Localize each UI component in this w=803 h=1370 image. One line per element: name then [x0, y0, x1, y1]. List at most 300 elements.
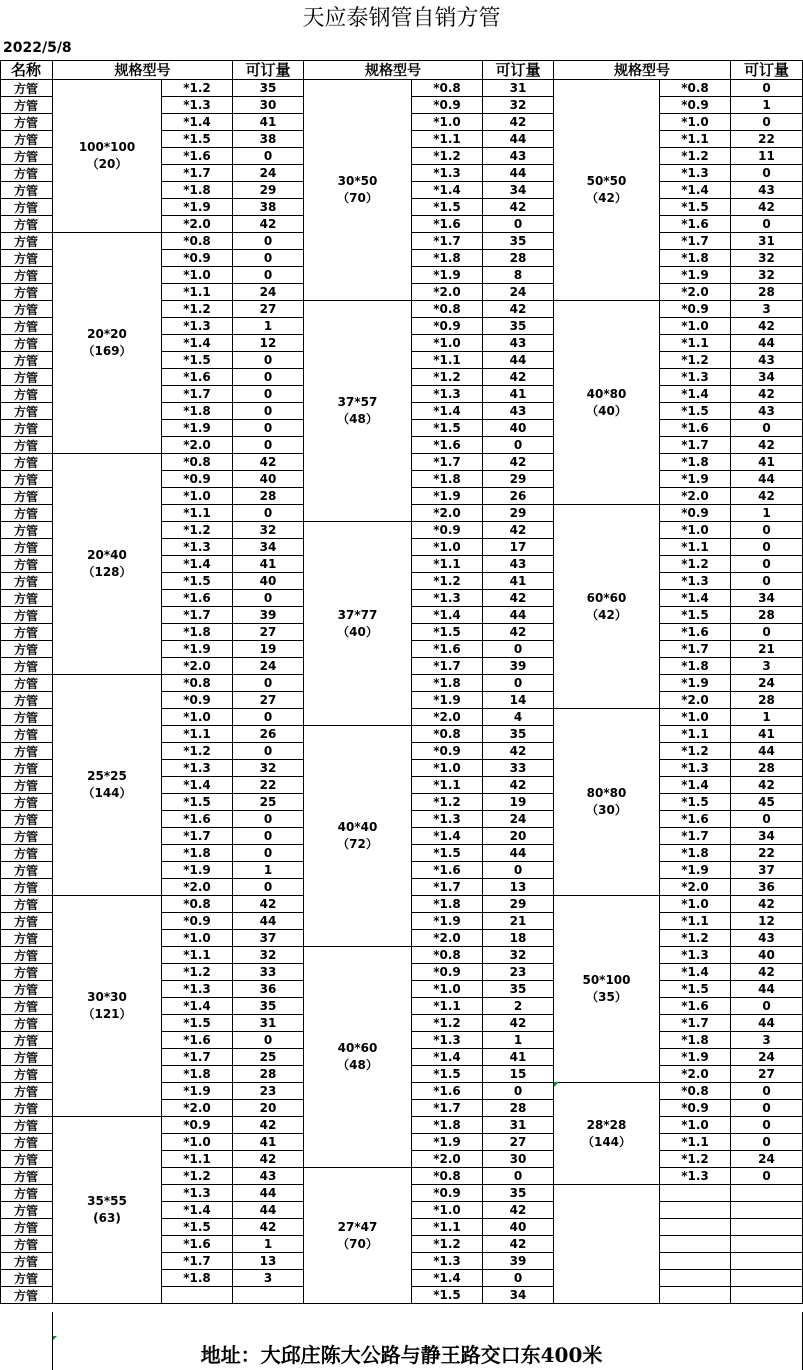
thickness-cell: *1.5 [412, 199, 483, 216]
qty-cell: 39 [483, 658, 554, 675]
qty-cell: 42 [483, 369, 554, 386]
thickness-cell: *1.0 [660, 318, 731, 335]
row-name: 方管 [0, 573, 53, 590]
thickness-cell: *1.1 [412, 1219, 483, 1236]
thickness-cell: *1.5 [660, 199, 731, 216]
row-name: 方管 [0, 1151, 53, 1168]
thickness-cell: *1.8 [162, 182, 233, 199]
qty-cell: 29 [483, 896, 554, 913]
thickness-cell: *1.9 [660, 675, 731, 692]
spec-size: 50*50 [586, 174, 627, 188]
qty-cell: 2 [483, 998, 554, 1015]
qty-cell: 43 [483, 335, 554, 352]
thickness-cell: *1.6 [412, 216, 483, 233]
thickness-cell: *1.1 [660, 726, 731, 743]
thickness-cell: *1.1 [412, 998, 483, 1015]
qty-cell: 25 [233, 1049, 304, 1066]
qty-cell: 41 [233, 114, 304, 131]
thickness-cell: *1.7 [162, 165, 233, 182]
qty-cell [731, 1236, 803, 1253]
qty-cell [731, 1287, 803, 1304]
thickness-cell: *1.0 [660, 1117, 731, 1134]
qty-cell: 21 [731, 641, 803, 658]
row-name: 方管 [0, 267, 53, 284]
spec-count: （30） [586, 803, 627, 817]
thickness-cell: *1.4 [412, 607, 483, 624]
thickness-cell: *1.1 [660, 1134, 731, 1151]
row-name: 方管 [0, 301, 53, 318]
thickness-cell: *1.5 [162, 131, 233, 148]
thickness-cell [162, 1287, 233, 1304]
qty-cell: 33 [483, 760, 554, 777]
qty-cell: 43 [483, 403, 554, 420]
thickness-cell: *1.3 [660, 947, 731, 964]
qty-cell: 4 [483, 709, 554, 726]
row-name: 方管 [0, 1168, 53, 1185]
qty-cell: 28 [731, 284, 803, 301]
qty-cell: 43 [731, 352, 803, 369]
thickness-cell: *1.0 [412, 981, 483, 998]
thickness-cell: *0.8 [412, 726, 483, 743]
qty-cell: 0 [483, 675, 554, 692]
qty-cell: 0 [233, 590, 304, 607]
thickness-cell: *1.4 [162, 1202, 233, 1219]
thickness-cell [660, 1236, 731, 1253]
thickness-cell: *1.6 [412, 641, 483, 658]
spec-count: （70） [337, 191, 378, 205]
row-name: 方管 [0, 1219, 53, 1236]
row-name: 方管 [0, 692, 53, 709]
thickness-cell: *1.1 [660, 131, 731, 148]
thickness-cell: *0.8 [162, 454, 233, 471]
thickness-cell: *1.9 [660, 267, 731, 284]
header-spec-2: 规格型号 [304, 60, 483, 80]
qty-cell: 18 [483, 930, 554, 947]
thickness-cell: *1.1 [660, 539, 731, 556]
qty-cell: 42 [483, 590, 554, 607]
qty-cell: 43 [731, 403, 803, 420]
thickness-cell: *1.3 [162, 97, 233, 114]
thickness-cell [660, 1185, 731, 1202]
qty-cell: 44 [483, 165, 554, 182]
row-name: 方管 [0, 522, 53, 539]
spec-size: 100*100 [78, 140, 136, 154]
row-name: 方管 [0, 930, 53, 947]
row-name: 方管 [0, 250, 53, 267]
row-name: 方管 [0, 216, 53, 233]
thickness-cell: *1.7 [162, 1253, 233, 1270]
spec-size: 80*80 [586, 786, 627, 800]
row-name: 方管 [0, 794, 53, 811]
thickness-cell: *1.4 [660, 964, 731, 981]
thickness-cell: *0.9 [162, 1117, 233, 1134]
thickness-cell: *1.0 [162, 488, 233, 505]
row-name: 方管 [0, 318, 53, 335]
thickness-cell: *1.2 [660, 148, 731, 165]
header-spec-1: 规格型号 [53, 60, 233, 80]
thickness-cell: *1.4 [162, 335, 233, 352]
thickness-cell: *1.5 [162, 573, 233, 590]
thickness-cell: *2.0 [162, 1100, 233, 1117]
thickness-cell: *1.5 [412, 1066, 483, 1083]
qty-cell: 33 [233, 964, 304, 981]
thickness-cell: *0.8 [162, 233, 233, 250]
thickness-cell: *0.8 [412, 80, 483, 97]
qty-cell: 42 [483, 199, 554, 216]
qty-cell: 32 [233, 522, 304, 539]
thickness-cell: *1.6 [162, 369, 233, 386]
qty-cell: 35 [483, 1185, 554, 1202]
row-name: 方管 [0, 828, 53, 845]
qty-cell: 0 [483, 216, 554, 233]
row-name: 方管 [0, 437, 53, 454]
qty-cell: 1 [233, 862, 304, 879]
qty-cell: 1 [731, 505, 803, 522]
qty-cell: 42 [233, 1151, 304, 1168]
qty-cell: 42 [233, 216, 304, 233]
spec-count: （42） [586, 607, 627, 622]
thickness-cell: *1.5 [660, 981, 731, 998]
spec-size-cell [53, 675, 162, 896]
qty-cell: 42 [731, 199, 803, 216]
thickness-cell: *1.2 [162, 301, 233, 318]
thickness-cell: *1.5 [412, 845, 483, 862]
qty-cell: 0 [731, 1168, 803, 1185]
thickness-cell: *2.0 [162, 437, 233, 454]
thickness-cell: *1.8 [162, 1066, 233, 1083]
spec-size-cell [304, 80, 412, 301]
thickness-cell: *1.1 [412, 777, 483, 794]
qty-cell: 42 [483, 114, 554, 131]
thickness-cell: *1.3 [162, 539, 233, 556]
thickness-cell: *1.6 [162, 1236, 233, 1253]
spec-size: 40*60 [337, 1041, 378, 1055]
thickness-cell: *1.5 [162, 1015, 233, 1032]
thickness-cell: *0.9 [660, 97, 731, 114]
qty-cell: 3 [731, 658, 803, 675]
row-name: 方管 [0, 590, 53, 607]
qty-cell: 42 [731, 437, 803, 454]
qty-cell [731, 1270, 803, 1287]
thickness-cell: *1.6 [660, 420, 731, 437]
spec-size-cell [554, 1083, 660, 1185]
qty-cell: 32 [483, 947, 554, 964]
thickness-cell: *1.7 [660, 233, 731, 250]
qty-cell: 32 [731, 250, 803, 267]
qty-cell: 34 [731, 369, 803, 386]
spec-size: 37*77 [337, 607, 378, 622]
thickness-cell: *1.7 [412, 658, 483, 675]
thickness-cell: *2.0 [412, 930, 483, 947]
spec-size-cell [304, 522, 412, 726]
qty-cell: 0 [233, 403, 304, 420]
thickness-cell: *1.3 [660, 573, 731, 590]
qty-cell: 1 [233, 318, 304, 335]
thickness-cell: *1.9 [660, 471, 731, 488]
thickness-cell: *1.0 [162, 709, 233, 726]
qty-cell: 31 [483, 80, 554, 97]
spec-size: 20*40 [87, 548, 127, 562]
spec-size-cell [554, 505, 660, 709]
thickness-cell: *1.4 [660, 777, 731, 794]
thickness-cell: *0.9 [162, 471, 233, 488]
thickness-cell: *1.3 [660, 760, 731, 777]
qty-cell: 42 [233, 1117, 304, 1134]
qty-cell: 22 [731, 131, 803, 148]
thickness-cell: *1.1 [162, 947, 233, 964]
thickness-cell: *0.8 [162, 896, 233, 913]
thickness-cell: *1.3 [412, 386, 483, 403]
thickness-cell: *2.0 [660, 692, 731, 709]
qty-cell: 23 [483, 964, 554, 981]
row-name: 方管 [0, 1083, 53, 1100]
thickness-cell: *1.4 [412, 403, 483, 420]
qty-cell: 24 [731, 1151, 803, 1168]
thickness-cell: *1.8 [660, 845, 731, 862]
row-name: 方管 [0, 1117, 53, 1134]
qty-cell: 42 [731, 964, 803, 981]
qty-cell: 27 [233, 692, 304, 709]
qty-cell: 35 [233, 80, 304, 97]
qty-cell: 23 [233, 1083, 304, 1100]
thickness-cell: *2.0 [162, 658, 233, 675]
row-name: 方管 [0, 335, 53, 352]
thickness-cell: *1.6 [162, 148, 233, 165]
thickness-cell: *1.2 [412, 573, 483, 590]
qty-cell: 34 [233, 539, 304, 556]
header-qty-2: 可订量 [483, 60, 554, 80]
thickness-cell: *1.6 [412, 437, 483, 454]
spec-size: 35*55 [87, 1194, 127, 1208]
qty-cell: 45 [731, 794, 803, 811]
spec-size: 40*80 [586, 386, 627, 401]
thickness-cell: *0.8 [660, 80, 731, 97]
row-name: 方管 [0, 1236, 53, 1253]
thickness-cell: *0.9 [412, 1185, 483, 1202]
address-text: 地址：大邱庄陈大公路与静王路交口东400米 [200, 1343, 603, 1367]
qty-cell: 0 [483, 641, 554, 658]
qty-cell: 20 [233, 1100, 304, 1117]
qty-cell [731, 1253, 803, 1270]
thickness-cell: *1.0 [660, 896, 731, 913]
qty-cell: 19 [483, 794, 554, 811]
row-name: 方管 [0, 420, 53, 437]
thickness-cell: *1.1 [162, 726, 233, 743]
thickness-cell: *1.2 [412, 148, 483, 165]
thickness-cell: *1.5 [660, 403, 731, 420]
qty-cell: 0 [233, 386, 304, 403]
thickness-cell: *1.0 [412, 114, 483, 131]
qty-cell: 24 [483, 284, 554, 301]
qty-cell: 0 [233, 369, 304, 386]
row-name: 方管 [0, 777, 53, 794]
qty-cell: 41 [731, 726, 803, 743]
thickness-cell: *1.8 [162, 624, 233, 641]
qty-cell: 1 [483, 1032, 554, 1049]
thickness-cell: *1.3 [412, 1032, 483, 1049]
qty-cell: 43 [731, 930, 803, 947]
thickness-cell: *1.2 [660, 556, 731, 573]
header-qty-1: 可订量 [233, 60, 304, 80]
thickness-cell: *1.9 [412, 1134, 483, 1151]
spec-size-cell [304, 1168, 412, 1304]
thickness-cell: *1.1 [162, 284, 233, 301]
thickness-cell: *1.4 [412, 182, 483, 199]
row-name: 方管 [0, 760, 53, 777]
thickness-cell: *1.5 [660, 607, 731, 624]
thickness-cell: *0.9 [660, 301, 731, 318]
thickness-cell: *1.5 [412, 420, 483, 437]
spec-size-cell [53, 454, 162, 675]
spec-count: （40） [586, 403, 627, 418]
thickness-cell: *1.9 [660, 862, 731, 879]
qty-cell: 31 [233, 1015, 304, 1032]
thickness-cell: *1.5 [660, 794, 731, 811]
qty-cell: 30 [483, 1151, 554, 1168]
qty-cell: 3 [731, 1032, 803, 1049]
thickness-cell: *1.0 [660, 114, 731, 131]
qty-cell: 44 [731, 1015, 803, 1032]
thickness-cell: *1.2 [412, 794, 483, 811]
row-name: 方管 [0, 981, 53, 998]
row-name: 方管 [0, 386, 53, 403]
qty-cell: 44 [483, 352, 554, 369]
thickness-cell: *2.0 [162, 879, 233, 896]
qty-cell: 24 [731, 1049, 803, 1066]
spec-count: （121） [82, 1007, 132, 1021]
qty-cell: 42 [483, 1236, 554, 1253]
thickness-cell: *1.8 [162, 845, 233, 862]
row-name: 方管 [0, 352, 53, 369]
qty-cell: 0 [233, 250, 304, 267]
qty-cell: 41 [731, 454, 803, 471]
thickness-cell: *1.2 [162, 743, 233, 760]
qty-cell: 3 [233, 1270, 304, 1287]
qty-cell: 0 [731, 1083, 803, 1100]
row-name: 方管 [0, 97, 53, 114]
thickness-cell [660, 1270, 731, 1287]
spec-count: （48） [337, 412, 378, 426]
qty-cell: 0 [483, 1168, 554, 1185]
thickness-cell: *1.4 [162, 556, 233, 573]
thickness-cell: *1.2 [660, 1151, 731, 1168]
qty-cell: 43 [731, 182, 803, 199]
qty-cell: 32 [731, 267, 803, 284]
qty-cell: 40 [731, 947, 803, 964]
thickness-cell [660, 1253, 731, 1270]
thickness-cell: *1.9 [412, 692, 483, 709]
date-label: 2022/5/8 [3, 40, 72, 56]
spec-count: （48） [337, 1058, 378, 1072]
qty-cell: 0 [233, 811, 304, 828]
qty-cell: 32 [483, 97, 554, 114]
thickness-cell: *2.0 [660, 1066, 731, 1083]
thickness-cell: *1.7 [660, 437, 731, 454]
qty-cell: 0 [731, 80, 803, 97]
row-name: 方管 [0, 114, 53, 131]
thickness-cell: *0.9 [412, 97, 483, 114]
qty-cell: 35 [483, 981, 554, 998]
qty-cell: 43 [483, 148, 554, 165]
spec-size: 28*28 [586, 1117, 627, 1132]
qty-cell: 41 [483, 386, 554, 403]
qty-cell: 44 [233, 1202, 304, 1219]
qty-cell: 42 [483, 777, 554, 794]
spec-size-cell [554, 1185, 660, 1304]
qty-cell: 8 [483, 267, 554, 284]
spec-count: （169） [82, 344, 132, 358]
qty-cell: 22 [233, 777, 304, 794]
qty-cell: 44 [731, 981, 803, 998]
thickness-cell: *2.0 [412, 505, 483, 522]
qty-cell: 24 [233, 284, 304, 301]
thickness-cell: *1.8 [162, 403, 233, 420]
thickness-cell: *1.2 [162, 522, 233, 539]
thickness-cell: *0.9 [412, 743, 483, 760]
thickness-cell: *0.8 [162, 675, 233, 692]
thickness-cell: *1.0 [412, 539, 483, 556]
qty-cell: 27 [233, 301, 304, 318]
qty-cell: 28 [483, 1100, 554, 1117]
thickness-cell: *0.9 [412, 964, 483, 981]
qty-cell: 28 [483, 250, 554, 267]
thickness-cell: *1.6 [660, 216, 731, 233]
thickness-cell: *0.9 [660, 1100, 731, 1117]
thickness-cell: *1.1 [162, 1151, 233, 1168]
spec-count: （70） [337, 1236, 378, 1251]
spec-size: 25*25 [87, 769, 127, 783]
qty-cell: 25 [233, 794, 304, 811]
qty-cell: 35 [483, 233, 554, 250]
thickness-cell: *1.0 [162, 1134, 233, 1151]
qty-cell: 28 [233, 488, 304, 505]
qty-cell: 12 [233, 335, 304, 352]
qty-cell: 0 [233, 267, 304, 284]
thickness-cell: *1.8 [412, 471, 483, 488]
qty-cell: 32 [233, 760, 304, 777]
thickness-cell: *1.1 [660, 913, 731, 930]
qty-cell: 27 [483, 1134, 554, 1151]
spec-size-cell [304, 947, 412, 1168]
spec-size-cell [53, 80, 162, 233]
qty-cell: 34 [731, 590, 803, 607]
thickness-cell: *1.6 [660, 624, 731, 641]
row-name: 方管 [0, 233, 53, 250]
qty-cell: 0 [731, 539, 803, 556]
qty-cell: 41 [483, 1049, 554, 1066]
thickness-cell: *1.4 [660, 386, 731, 403]
thickness-cell: *2.0 [660, 488, 731, 505]
thickness-cell: *2.0 [412, 709, 483, 726]
spec-count: (63) [93, 1211, 121, 1225]
thickness-cell: *1.6 [660, 811, 731, 828]
row-name: 方管 [0, 709, 53, 726]
thickness-cell: *1.5 [162, 794, 233, 811]
qty-cell: 42 [731, 488, 803, 505]
qty-cell: 42 [483, 743, 554, 760]
qty-cell: 0 [483, 1083, 554, 1100]
thickness-cell: *1.3 [162, 318, 233, 335]
qty-cell: 41 [483, 573, 554, 590]
qty-cell: 20 [483, 828, 554, 845]
qty-cell: 42 [731, 896, 803, 913]
row-name: 方管 [0, 1015, 53, 1032]
qty-cell: 3 [731, 301, 803, 318]
qty-cell: 44 [731, 335, 803, 352]
thickness-cell: *1.2 [162, 80, 233, 97]
spec-size-cell [53, 233, 162, 454]
spec-count: （144） [581, 1134, 632, 1149]
